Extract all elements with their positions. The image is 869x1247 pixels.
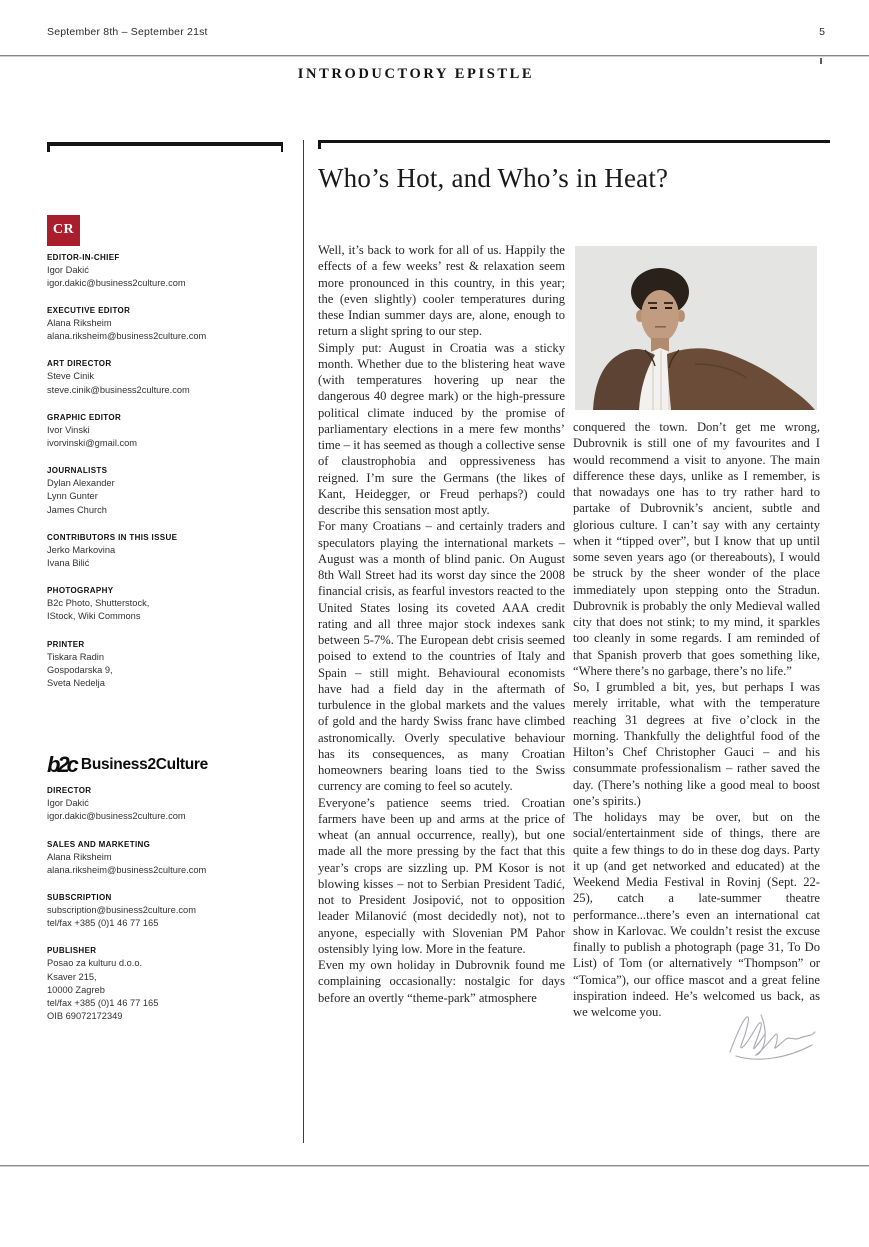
column-divider (303, 140, 304, 1143)
article-column-right-text (573, 419, 820, 1020)
masthead-group-director (47, 784, 283, 823)
masthead-line: tel/fax +385 (0)1 46 77 165 (47, 918, 159, 929)
masthead-group-photography (47, 584, 283, 623)
masthead-line: Igor Dakić (47, 264, 89, 275)
masthead-groups-bottom (47, 784, 283, 1023)
masthead-line: Lynn Gunter (47, 491, 98, 502)
masthead-label: ART DIRECTOR (47, 359, 112, 369)
company-name: Business2Culture (80, 756, 208, 774)
masthead-line: Sveta Nedelja (47, 677, 105, 688)
article-paragraph: conquered the town. Don’t get me wrong, Dubrovnik is still one of my favourites and I would recommend a visit to anyone. The main difference these days, unlike as I remember, is that nowadays one has to try rather hard to partake of Dubrovnik’s ancient, subtle and glorious culture. I can’t say with any certainty when it “tipped over”, but I know that up until some seven years ago (or thereabouts), I would be struck by the sheer wonder of the place immediately upon stepping onto the Stradun. Dubrovnik is probably the only Medieval walled city that does not stink; to my mind, it sparkles too cleanly in some regards. I am reminded of that Spanish proverb that goes something like, “Where there’s no garbage, there’s no life.” (573, 420, 820, 678)
masthead-group-subscription (47, 891, 283, 930)
masthead-line: Dylan Alexander (47, 478, 115, 489)
masthead-sidebar (47, 142, 283, 1037)
article-paragraph: So, I grumbled a bit, yes, but perhaps I was merely irritable, what with the temperature reaching 31 degrees at five o’clock in the morning. Thankfully the delightful food of the Hilton’s Chef Christopher Gauci – and his consummate professionalism – rather saved the day. (There’s nothing like a good meal to boost one’s spirits.) (573, 680, 820, 808)
page-number: 5 (819, 26, 825, 38)
masthead-line: Jerko Markovina (47, 544, 116, 555)
editor-signature (708, 1006, 820, 1066)
article-paragraph: Everyone’s patience seems tried. Croatian farmers have been up and arms at the price of wheat (an annual occurrence, really), but one made all the more pressing by the fact that this year’s crops are sizzling up. PM Kosor is not blowing kisses – not to Serbian President Tadić, not to President Josipović, not to opposition leader Milanović (most decidedly not), not to anyone, especially with Slovenian PM Pahor ostensibly lying low. More in the feature. (318, 795, 565, 956)
masthead-label: DIRECTOR (47, 786, 92, 796)
masthead-line: OIB 69072172349 (47, 1011, 123, 1022)
masthead-line: subscription@business2culture.com (47, 904, 196, 915)
masthead-group-editor-in-chief (47, 251, 283, 290)
masthead-line: Ksaver 215, (47, 971, 97, 982)
masthead-group-printer (47, 638, 283, 691)
masthead-line: Gospodarska 9, (47, 664, 113, 675)
masthead-line: Posao za kulturu d.o.o. (47, 958, 143, 969)
masthead-line: ivorvinski@gmail.com (47, 437, 138, 448)
masthead-line: tel/fax +385 (0)1 46 77 165 (47, 997, 159, 1008)
masthead-label: EDITOR-IN-CHIEF (47, 252, 120, 262)
issue-date-range: September 8th – September 21st (47, 26, 208, 38)
masthead-line: alana.riksheim@business2culture.com (47, 331, 207, 342)
sidebar-top-rule (47, 142, 283, 146)
masthead-label: GRAPHIC EDITOR (47, 412, 122, 422)
masthead-label: SUBSCRIPTION (47, 892, 112, 902)
masthead-line: Alana Riksheim (47, 317, 112, 328)
masthead-line: Igor Dakić (47, 798, 89, 809)
masthead-label: PHOTOGRAPHY (47, 586, 114, 596)
masthead-label: PRINTER (47, 639, 85, 649)
masthead-line: Alana Riksheim (47, 851, 112, 862)
footer-rule (0, 1165, 869, 1167)
editor-portrait-photo (575, 246, 817, 410)
masthead-group-contributors (47, 531, 283, 570)
article-paragraph: Simply put: August in Croatia was a sticky month. Whether due to the blistering heat wave (with temperatures hovering up near the dangerous 40 degree mark) or the high-pressure political climate induced by the promise of parliamentary elections in a mere few months’ time – it has seemed as though a collective sense of claustrophobia and oppressiveness has reigned. I’m sure the Germans (the likes of Kant, Heidegger, or Freud perhaps?) could describe this sensation most aptly. (318, 340, 565, 517)
masthead-line: B2c Photo, Shutterstock, (47, 598, 150, 609)
masthead-label: JOURNALISTS (47, 466, 108, 476)
masthead-group-executive-editor (47, 304, 283, 343)
article-paragraph: The holidays may be over, but on the social/entertainment side of things, there are quite a few things to do in these dog days. Party it up (and get networked and educated) at the Weekend Media Festival in Rovinj (Sept. 22-25), catch a late-summer theatre performance...there’s even an international cat show in Karlovac. We couldn’t resist the excuse finally to publish a photograph (page 31, To Do List) of Tom (or alternatively “Thompson” or “Tomica”), our office mascot and a great feline inspiration indeed. He’s welcomed us back, as we welcome you. (573, 810, 820, 1019)
masthead-line: igor.dakic@business2culture.com (47, 277, 186, 288)
header-rule-tick (820, 58, 822, 64)
masthead-line: IStock, Wiki Commons (47, 611, 141, 622)
masthead-label: PUBLISHER (47, 946, 97, 956)
article-paragraph: For many Croatians – and certainly traders and speculators playing the international markets – August was a month of blind panic. On August 8th Wall Street had its worst day since the 2008 financial crisis, as fearful investors reacted to the United States losing its coveted AAA credit rating and all three major stock indexes sank between 5-7%. The European debt crisis seemed poised to extend to the countries of Italy and Spain – still might. Behavioural economists have had a field day in the aftermath of turbulence in the global markets and the values of gold and the hardy Swiss franc have climbed astronomically. Overly speculative behaviour has its consequences, as many Croatian homeowners bearing loans tied to the Swiss currency are coming to feel so acutely. (318, 519, 565, 794)
masthead-line: Ivana Bilić (47, 557, 90, 568)
masthead-line: Steve Cinik (47, 371, 95, 382)
header-rule (0, 55, 869, 57)
article-paragraph: Even my own holiday in Dubrovnik found me complaining occasionally: nostalgic for days before an overtly “theme-park” atmosphere (318, 958, 565, 1005)
article-column-left (318, 242, 565, 1006)
article-title: Who’s Hot, and Who’s in Heat? (318, 163, 669, 193)
masthead-group-journalists (47, 464, 283, 517)
masthead-group-publisher (47, 944, 283, 1023)
masthead-line: alana.riksheim@business2culture.com (47, 864, 207, 875)
article-paragraph: Well, it’s back to work for all of us. Happily the effects of a few weeks’ rest & relaxation seem more pronounced in this country, in this year; the (even slightly) cooler temperatures during these Indian summer days are, alone, enough to return a slight spring to our step. (318, 243, 565, 339)
masthead-label: EXECUTIVE EDITOR (47, 305, 131, 315)
masthead-line: 10000 Zagreb (47, 984, 105, 995)
section-heading: INTRODUCTORY EPISTLE (297, 66, 535, 82)
masthead-line: Ivor Vinski (47, 424, 90, 435)
masthead-line: James Church (47, 504, 107, 515)
masthead-groups-top (47, 251, 283, 691)
masthead-group-sales-marketing (47, 838, 283, 877)
masthead-line: steve.cinik@business2culture.com (47, 384, 190, 395)
masthead-label: CONTRIBUTORS IN THIS ISSUE (47, 532, 178, 542)
b2c-logo-glyph: b2c (47, 752, 76, 778)
masthead-group-graphic-editor (47, 411, 283, 450)
cr-logo: CR (47, 215, 80, 246)
article-column-right (573, 246, 820, 1020)
business2culture-logo (47, 752, 283, 778)
masthead-label: SALES AND MARKETING (47, 839, 151, 849)
masthead-line: Tiskara Radin (47, 651, 105, 662)
masthead-group-art-director (47, 357, 283, 396)
masthead-line: igor.dakic@business2culture.com (47, 811, 186, 822)
article-top-rule (318, 140, 830, 143)
